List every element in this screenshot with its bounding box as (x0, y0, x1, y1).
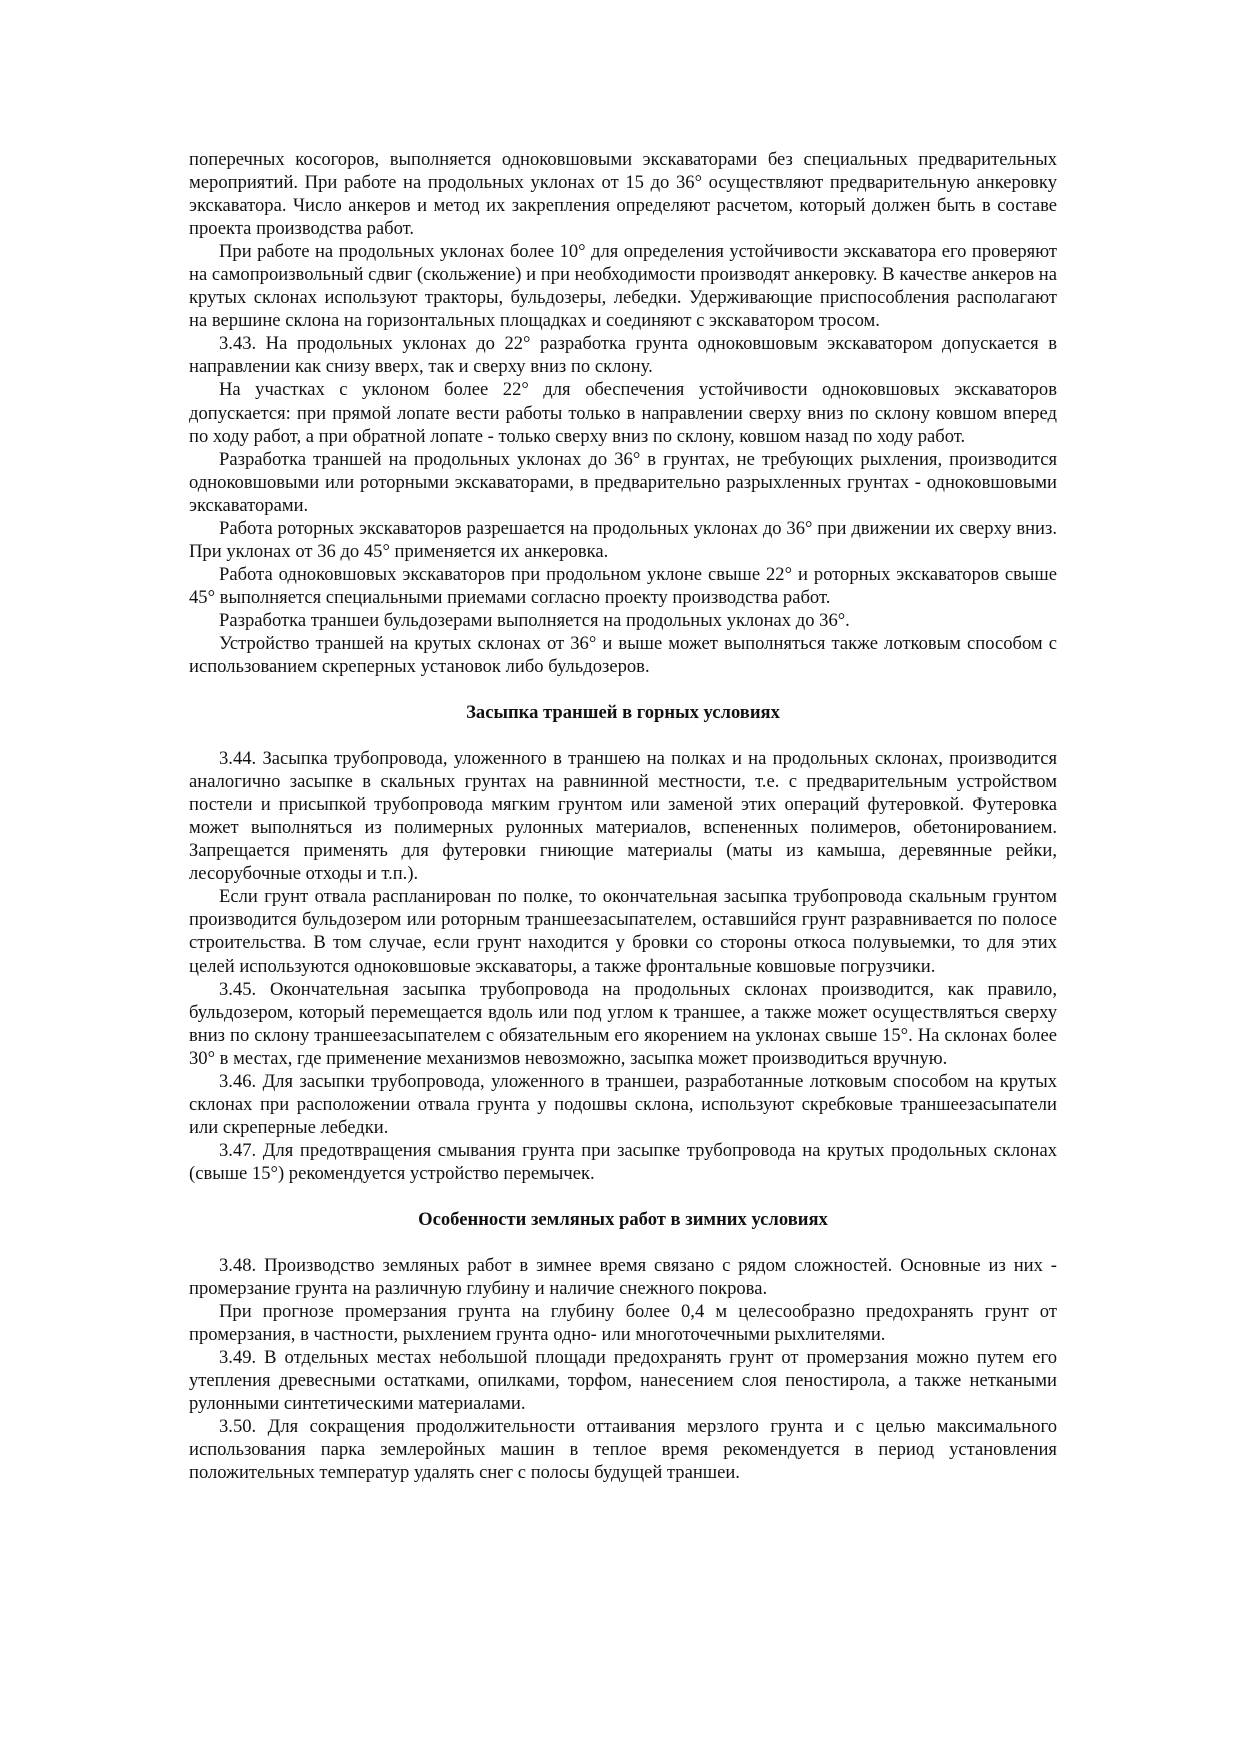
paragraph: При прогнозе промерзания грунта на глубину более 0,4 м целесообразно предохранять грунт от промерзания, в частности, рыхлением грунта одно- или многоточечными рыхлителями. (189, 1301, 1057, 1346)
paragraph: При работе на продольных уклонах более 10° для определения устойчивости экскаватора его проверяют на самопроизвольный сдвиг (скольжение) и при необходимости производят анкеровку. В качестве анкеров на крутых склонах используют тракторы, бульдозеры, лебедки. Удерживающие приспособления располагают на вершине склона на горизонтальных площадках и соединяют с экскаватором тросом. (189, 241, 1057, 332)
paragraph: На участках с уклоном более 22° для обеспечения устойчивости одноковшовых экскаваторов допускается: при прямой лопате вести работы только в направлении сверху вниз по склону ковшом вперед по ходу работ, а при обратной лопате - только сверху вниз по склону, ковшом назад по ходу работ. (189, 379, 1057, 447)
section-heading-winter: Особенности земляных работ в зимних условиях (418, 1208, 828, 1230)
paragraph-3-47: 3.47. Для предотвращения смывания грунта при засыпке трубопровода на крутых продольных склонах (свыше 15°) рекомендуется устройство перемычек. (189, 1139, 1057, 1184)
paragraph-3-46: 3.46. Для засыпки трубопровода, уложенного в траншеи, разработанные лотковым способом на крутых склонах при расположении отвала грунта у подошвы склона, используют скребковые траншеезасыпатели или скреперные лебедки. (189, 1070, 1057, 1138)
paragraph: Устройство траншей на крутых склонах от 36° и выше может выполняться также лотковым способом с использованием скреперных установок либо бульдозеров. (189, 632, 1057, 678)
document-page (189, 148, 1057, 1484)
paragraph-3-49: 3.49. В отдельных местах небольшой площади предохранять грунт от промерзания можно путем его утепления древесными остатками, опилками, торфом, нанесением слоя пеностирола, а также неткаными рулонными синтетическими материалами. (189, 1347, 1057, 1415)
paragraph: Если грунт отвала распланирован по полке, то окончательная засыпка трубопровода скальным грунтом производится бульдозером или роторным траншеезасыпателем, оставшийся грунт разравнивается по полосе строительства. В том случае, если грунт находится у бровки со стороны откоса полувыемки, то для этих целей используются одноковшовые экскаваторы, а также фронтальные ковшовые погрузчики. (189, 886, 1057, 977)
paragraph-3-43: 3.43. На продольных уклонах до 22° разработка грунта одноковшовым экскаватором допускается в направлении как снизу вверх, так и сверху вниз по склону. (189, 333, 1057, 378)
section-heading-backfill: Засыпка траншей в горных условиях (466, 702, 780, 724)
paragraph: Разработка траншей на продольных уклонах до 36° в грунтах, не требующих рыхления, производится одноковшовыми или роторными экскаваторами, в предварительно разрыхленных грунтах - одноковшовыми экскаваторами. (189, 448, 1057, 516)
paragraph: Работа одноковшовых экскаваторов при продольном уклоне свыше 22° и роторных экскаваторов свыше 45° выполняется специальными приемами согласно проекту производства работ. (189, 563, 1057, 608)
paragraph-3-45: 3.45. Окончательная засыпка трубопровода на продольных склонах производится, как правило, бульдозером, который перемещается вдоль или под углом к траншее, а также может осуществляться сверху вниз по склону траншеезасыпателем с обязательным его якорением на уклонах свыше 15°. На склонах более 30° в местах, где применение механизмов невозможно, засыпка может производиться вручную. (189, 978, 1057, 1069)
paragraph-3-48: 3.48. Производство земляных работ в зимнее время связано с рядом сложностей. Основные из них - промерзание грунта на различную глубину и наличие снежного покрова. (189, 1254, 1057, 1300)
paragraph: Разработка траншеи бульдозерами выполняется на продольных уклонах до 36°. (219, 609, 850, 631)
paragraph-continuation: поперечных косогоров, выполняется одноковшовыми экскаваторами без специальных предварительных мероприятий. При работе на продольных уклонах от 15 до 36° осуществляют предварительную анкеровку экскаватора. Число анкеров и метод их закрепления определяют расчетом, который должен быть в составе проекта производства работ. (189, 149, 1057, 240)
paragraph-3-44: 3.44. Засыпка трубопровода, уложенного в траншею на полках и на продольных склонах, производится аналогично засыпке в скальных грунтах на равнинной местности, т.е. с предварительным устройством постели и присыпкой трубопровода мягким грунтом или заменой этих операций футеровкой. Футеровка может выполняться из полимерных рулонных материалов, вспененных полимеров, обетонированием. Запрещается применять для футеровки гниющие материалы (маты из камыша, деревянные рейки, лесорубочные отходы и т.п.). (189, 748, 1057, 885)
paragraph: Работа роторных экскаваторов разрешается на продольных уклонах до 36° при движении их сверху вниз. При уклонах от 36 до 45° применяется их анкеровка. (189, 517, 1057, 562)
paragraph-3-50: 3.50. Для сокращения продолжительности оттаивания мерзлого грунта и с целью максимального использования парка землеройных машин в теплое время рекомендуется в период установления положительных температур удалять снег с полосы будущей траншеи. (189, 1416, 1057, 1484)
